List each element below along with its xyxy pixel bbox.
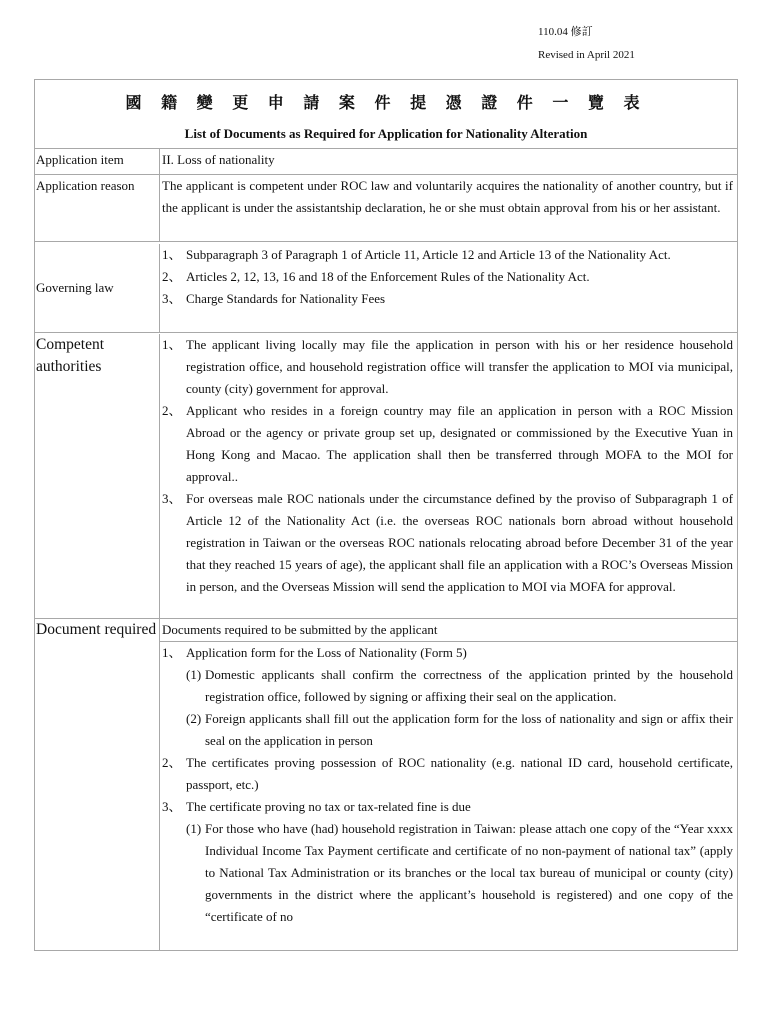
row-application-reason bbox=[35, 175, 737, 242]
documents-heading: Documents required to be submitted by the applicant bbox=[162, 622, 438, 637]
list-item bbox=[162, 334, 733, 400]
item-text: Articles 2, 12, 13, 16 and 18 of the Enforcement Rules of the Nationality Act. bbox=[186, 269, 590, 284]
list-item bbox=[162, 400, 733, 488]
governing-law-label-text: Governing law bbox=[36, 280, 114, 295]
item-number: 3、 bbox=[162, 491, 182, 506]
competent-authorities-label: Competent authorities bbox=[35, 334, 160, 618]
table-title bbox=[35, 80, 737, 149]
row-documents-required bbox=[35, 619, 737, 950]
sub-item bbox=[162, 708, 733, 752]
list-item bbox=[162, 488, 733, 598]
documents-required-label: Document required bbox=[35, 619, 160, 950]
sub-item-number: (2) bbox=[186, 711, 202, 726]
item-number: 2、 bbox=[162, 269, 182, 284]
application-item-value: II. Loss of nationality bbox=[162, 152, 275, 167]
item-number: 1、 bbox=[162, 645, 182, 660]
application-reason-value: The applicant is competent under ROC law and voluntarily acquires the nationality of another country, but if the applicant is under the assistantship declaration, he or she must obtain approval from his or her assistant. bbox=[162, 178, 733, 215]
list-item bbox=[162, 244, 733, 266]
documents-table bbox=[34, 79, 738, 951]
item-number: 2、 bbox=[162, 403, 182, 418]
item-text: The certificates proving possession of ROC nationality (e.g. national ID card, household certificate, passport, etc.) bbox=[186, 755, 733, 792]
sub-item-text: Domestic applicants shall confirm the correctness of the application printed by the household registration office, followed by signing or affixing their seal on the application. bbox=[205, 667, 733, 704]
sub-item bbox=[162, 818, 733, 928]
application-item-label: Application item bbox=[35, 149, 160, 174]
item-text: Charge Standards for Nationality Fees bbox=[186, 291, 386, 306]
page-title-en: List of Documents as Required for Application for Nationality Alteration bbox=[184, 126, 588, 141]
sub-item-number: (1) bbox=[186, 821, 202, 836]
list-item bbox=[162, 796, 733, 818]
item-text: For overseas male ROC nationals under the circumstance defined by the proviso of Subparagraph 1 of Article 12 of the Nationality Act (i.e. the overseas ROC nationals born abroad without household registration in Taiwan or the overseas ROC nationals relocating abroad before December 31 of the year that they reached 15 years of age), the applicant shall file an application with a ROC’s Overseas Mission in person, and the Overseas Mission will send the application to MOI via MOFA for approval. bbox=[186, 491, 733, 594]
application-reason-label: Application reason bbox=[35, 175, 160, 241]
row-competent-authorities bbox=[35, 333, 737, 619]
list-item bbox=[162, 288, 733, 310]
list-item bbox=[162, 752, 733, 796]
item-number: 3、 bbox=[162, 291, 182, 306]
sub-item-text: For those who have (had) household registration in Taiwan: please attach one copy of the “Year xxxx Individual Income Tax Payment certificate and certificate of no non-payment of national tax” (apply to National Tax Administration or its branches or the local tax bureau of municipal or county (city) governments in the district where the applicant’s household is registered) and one copy of the “certificate of no bbox=[205, 821, 733, 924]
row-application-item bbox=[35, 149, 737, 175]
item-number: 3、 bbox=[162, 799, 182, 814]
item-text: Applicant who resides in a foreign country may file an application in person with a ROC Mission Abroad or the agency or private group set up, designated or commissioned by the Executive Yuan in Hong Kong and Macao. The application shall then be transferred through MOFA to the MOI for approval.. bbox=[186, 403, 733, 484]
governing-law-label bbox=[35, 244, 160, 332]
revision-date-en: Revised in April 2021 bbox=[538, 49, 635, 61]
list-item bbox=[162, 642, 733, 664]
sub-item-number: (1) bbox=[186, 667, 202, 682]
item-text: The certificate proving no tax or tax-related fine is due bbox=[186, 799, 471, 814]
row-governing-law bbox=[35, 242, 737, 333]
sub-item bbox=[162, 664, 733, 708]
item-number: 1、 bbox=[162, 247, 182, 262]
item-text: Subparagraph 3 of Paragraph 1 of Article 11, Article 12 and Article 13 of the Nationality Act. bbox=[186, 247, 671, 262]
list-item bbox=[162, 266, 733, 288]
sub-item-text: Foreign applicants shall fill out the application form for the loss of nationality and sign or affix their seal on the application in person bbox=[205, 711, 733, 748]
revision-date-cn: 110.04 修訂 bbox=[538, 26, 593, 38]
item-text: The applicant living locally may file the application in person with his or her residence household registration office, and household registration office will transfer the application to MOI via municipal, county (city) government for approval. bbox=[186, 337, 733, 396]
item-number: 2、 bbox=[162, 755, 182, 770]
page-title-cn: 國 籍 變 更 申 請 案 件 提 憑 證 件 一 覽 表 bbox=[125, 93, 647, 112]
item-number: 1、 bbox=[162, 337, 182, 352]
item-text: Application form for the Loss of Nationality (Form 5) bbox=[186, 645, 467, 660]
